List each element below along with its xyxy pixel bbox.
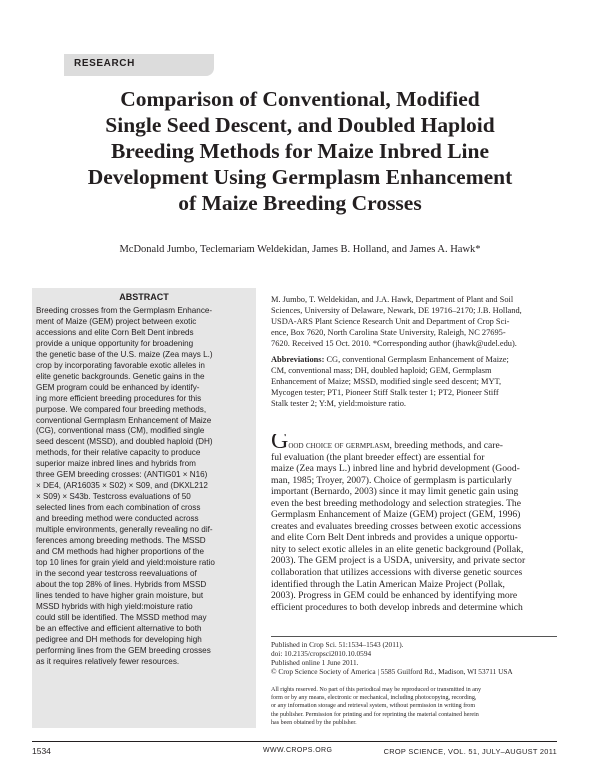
journal-citation: CROP SCIENCE, VOL. 51, JULY–AUGUST 2011 [383, 747, 557, 756]
abstract-line: conventional Germplasm Enhancement of Maize [36, 415, 212, 425]
abstract-line: could still be identified. The MSSD method may [36, 612, 207, 622]
title-line: Single Seed Descent, and Doubled Haploid [105, 113, 495, 137]
intro-first-line [271, 434, 557, 452]
abstract-line: multiple environments, generally revealing no dif- [36, 525, 213, 535]
intro-line: even the best breeding methodology and selection strategies. The [271, 497, 521, 509]
affiliation-line: Sciences, University of Delaware, Newark, DE 19716–2170; J.B. Holland, [271, 306, 522, 315]
article-title [40, 86, 560, 216]
abstract-line: performing lines from the GEM breeding crosses [36, 645, 211, 655]
title-line: Comparison of Conventional, Modified [120, 87, 480, 111]
section-tab [64, 54, 214, 76]
publication-line: Published in Crop Sci. 51:1534–1543 (2011). [271, 640, 404, 649]
intro-line: identified through the Latin American Maize Project (Pollak, [271, 578, 505, 590]
intro-small-caps: ood choice of germplasm [288, 440, 390, 451]
journal-url[interactable]: WWW.CROPS.ORG [263, 747, 333, 754]
title-line: of Maize Breeding Crosses [178, 191, 422, 215]
abstract-line: × S09) × S43b. Testcross evaluations of 50 [36, 492, 191, 502]
intro-first-line-rest: , breeding methods, and care- [389, 440, 503, 451]
page-number: 1534 [32, 746, 51, 756]
intro-line: maize (Zea mays L.) inbred line and hybrid development (Good- [271, 463, 520, 475]
intro-line: 2003). Progress in GEM could be enhanced by identifying more [271, 590, 518, 602]
abstract-line: the genetic base of the U.S. maize (Zea mays L.) [36, 349, 213, 359]
abstract-line: MSSD hybrids with high yield:moisture ratio [36, 601, 193, 611]
abstract-line: Breeding crosses from the Germplasm Enhance- [36, 306, 213, 315]
abbreviations-line: Stalk tester 2; Y:M, yield:moisture ratio. [271, 399, 406, 408]
intro-line: collaboration that utilizes accessions with diverse genetic sources [271, 567, 523, 579]
publication-line: © Crop Science Society of America | 5585 Guilford Rd., Madison, WI 53711 USA [271, 667, 513, 677]
affiliation-line: 7620. Received 15 Oct. 2010. *Corresponding author (jhawk@udel.edu). [271, 339, 517, 348]
abstract-line: methods, for their relative capacity to produce [36, 448, 201, 458]
abstract-line: crop by incorporating favorable exotic alleles in [36, 360, 205, 370]
abstract-line: selected lines from each combination of cross [36, 503, 201, 513]
affiliation-line: M. Jumbo, T. Weldekidan, and J.A. Hawk, Department of Plant and Soil [271, 295, 514, 304]
publication-line: doi: 10.2135/cropsci2010.10.0594 [271, 649, 372, 659]
abstract-heading: ABSTRACT [119, 292, 169, 302]
abstract-line: provide a unique opportunity for broadening [36, 338, 194, 348]
abstract-line: elite genetic backgrounds. Genetic gains in the [36, 371, 205, 381]
abstract-line: ferences among breeding methods. The MSSD [36, 536, 206, 546]
abstract-line: about the top 28% of lines. Hybrids from MSSD [36, 579, 207, 589]
abstract-panel [32, 288, 256, 728]
title-line: Development Using Germplasm Enhancement [87, 165, 513, 189]
abstract-line: ing more efficient breeding procedures for this [36, 393, 202, 403]
abstract-line: as it requires relatively fewer resources. [36, 656, 180, 666]
abbreviations-line: CM, conventional mass; DH, doubled haploid; GEM, Germplasm [271, 366, 492, 375]
rights-line: or any information storage and retrieval system, without permission in writing from [271, 703, 476, 710]
intro-line: efficient procedures to both develop inbreds and determine which [271, 601, 523, 613]
intro-line: ful evaluation (the plant breeder effect) are essential for [271, 451, 485, 463]
rights-line: form or by any means, electronic or mechanical, including photocopying, recording, [271, 695, 477, 702]
abstract-line: GEM program could be enhanced by identify- [36, 382, 200, 392]
abbreviations-block [271, 354, 555, 409]
abstract-line: lines tended to have higher grain moisture, but [36, 590, 204, 600]
abstract-line: superior maize inbred lines and hybrids from [36, 459, 196, 469]
abstract-line: × DE4, (AR16035 × S02) × S09, and (DKXL212 [36, 481, 208, 491]
abbreviations-line: Mycogen tester; PT1, Pioneer Stiff Stalk tester 1; PT2, Pioneer Stiff [271, 388, 499, 397]
abstract-line: (CG), conventional mass (CM), modified single [36, 426, 205, 436]
intro-line: nity to select exotic alleles in an elite genetic background (Pollak, [271, 543, 524, 555]
abstract-line: be an effective and efficient alternative to both [36, 623, 202, 633]
affiliation-block [271, 294, 555, 349]
abstract-line: purpose. We compared four breeding methods, [36, 404, 207, 414]
abstract-line: and breeding method were conducted across [36, 514, 199, 524]
publication-info [271, 640, 557, 676]
introduction-text [271, 434, 557, 613]
intro-line: creates and evaluates breeding crosses between exotic accessions [271, 520, 522, 532]
rights-notice [271, 686, 557, 727]
abstract-line: top 10 lines for grain yield and yield:moisture ratio [36, 557, 215, 567]
rights-line: the publisher. Permission for printing and for reprinting the material contained herein [271, 711, 479, 718]
abstract-line: and CM methods had higher proportions of the [36, 546, 205, 556]
intro-lines [271, 452, 557, 614]
intro-line: 2003). The GEM project is a USDA, university, and private sector [271, 555, 526, 567]
abstract-line: seed descent (MSSD), and doubled haploid (DH) [36, 437, 213, 447]
affiliation-line: ence, Box 7620, North Carolina State University, Raleigh, NC 27695- [271, 328, 506, 337]
abbreviations-first-line [271, 354, 555, 365]
publication-divider [271, 636, 557, 637]
intro-line: and elite Corn Belt Dent inbreds and provides a unique opportu- [271, 532, 518, 544]
affiliation-line: USDA-ARS Plant Science Research Unit and Department of Crop Sci- [271, 317, 510, 326]
abstract-text [36, 306, 252, 667]
rights-line: has been obtained by the publisher. [271, 719, 357, 726]
author-list: McDonald Jumbo, Teclemariam Weldekidan, James B. Holland, and James A. Hawk* [119, 244, 481, 255]
abbreviations-text: CG, conventional Germplasm Enhancement of Maize; [324, 355, 509, 364]
footer-divider [32, 741, 557, 742]
section-label: RESEARCH [74, 58, 135, 69]
drop-cap: G [271, 434, 289, 452]
abstract-line: pedigree and DH methods for developing high [36, 634, 202, 644]
rights-line: All rights reserved. No part of this periodical may be reproduced or transmitted in any [271, 687, 482, 693]
abbreviations-label: Abbreviations: [271, 355, 325, 364]
intro-line: man, 1985; Troyer, 2007). Choice of germplasm is particularly [271, 474, 512, 486]
abstract-line: ment of Maize (GEM) project between exotic [36, 316, 197, 326]
abstract-line: three GEM breeding crosses: (ANTIG01 × N16) [36, 470, 208, 480]
abstract-line: accessions and elite Corn Belt Dent inbreds [36, 327, 194, 337]
intro-line: Germplasm Enhancement of Maize (GEM) project (GEM, 1996) [271, 509, 521, 521]
intro-line: important (Bernardo, 2003) since it may limit genetic gain using [271, 486, 519, 498]
publication-line: Published online 1 June 2011. [271, 658, 359, 668]
abstract-line: in the second year testcross reevaluations of [36, 568, 197, 578]
abbreviations-line: Enhancement of Maize; MSSD, modified single seed descent; MYT, [271, 377, 502, 386]
title-line: Breeding Methods for Maize Inbred Line [110, 139, 490, 163]
